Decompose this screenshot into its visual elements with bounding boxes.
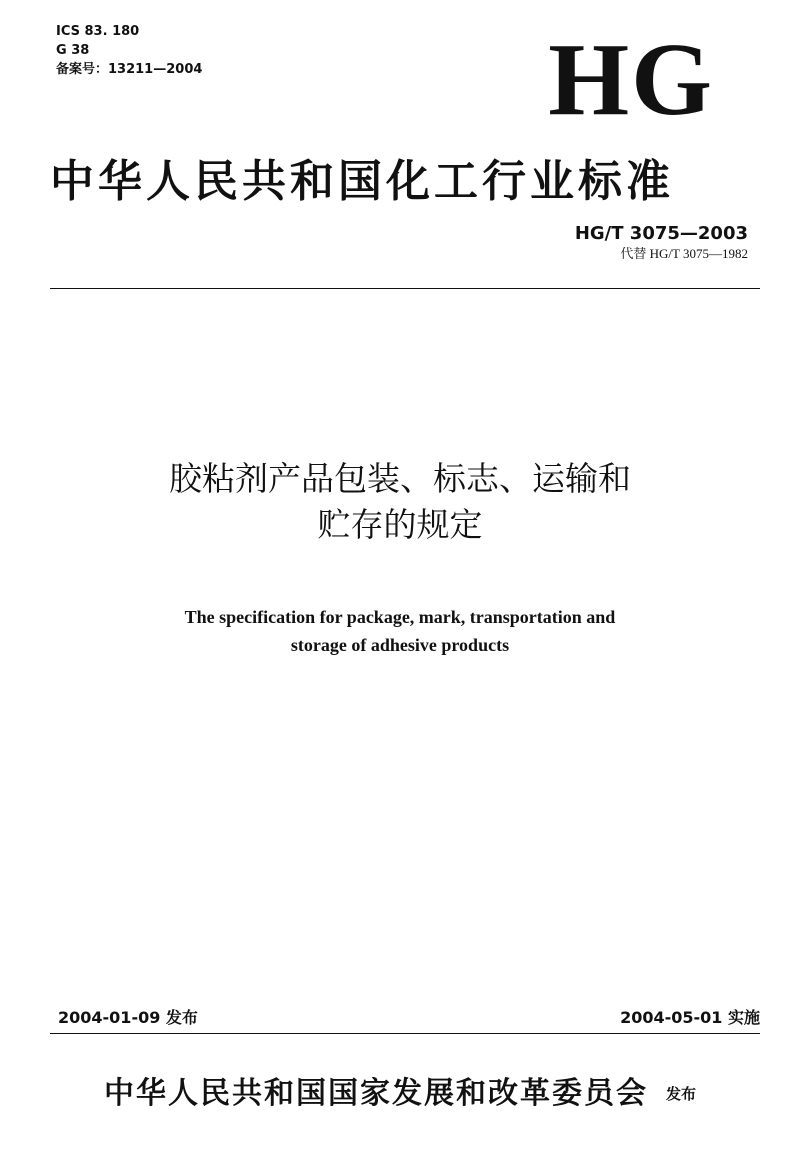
chinese-title [0,456,800,548]
chinese-title-line-2: 贮存的规定 [317,505,483,544]
ccs-code: G 38 [56,43,90,58]
standard-type-title: 中华人民共和国化工行业标准 [50,156,674,207]
footer-divider [50,1033,760,1034]
english-title-line-1: The specification for package, mark, transportation and [184,607,616,627]
standard-number-block [575,222,748,262]
english-title-line-2: storage of adhesive products [290,635,510,655]
record-number: 备案号：13211—2004 [56,62,203,77]
issuer-line [0,1068,800,1112]
publish-label: 发布 [665,1085,696,1103]
issuing-authority: 中华人民共和国国家发展和改革委员会 [103,1076,648,1111]
issue-date: 2004-01-09 发布 [58,1008,198,1027]
english-title [0,603,800,659]
ics-code: ICS 83. 180 [56,24,140,39]
header-divider [50,288,760,289]
replaces-standard: 代替 HG/T 3075—1982 [620,246,748,261]
implementation-date: 2004-05-01 实施 [620,1008,760,1027]
standard-number: HG/T 3075—2003 [574,223,748,244]
classification-block [56,22,202,79]
hg-logo: HG [548,22,714,137]
chinese-title-line-1: 胶粘剂产品包装、标志、运输和 [169,459,631,498]
